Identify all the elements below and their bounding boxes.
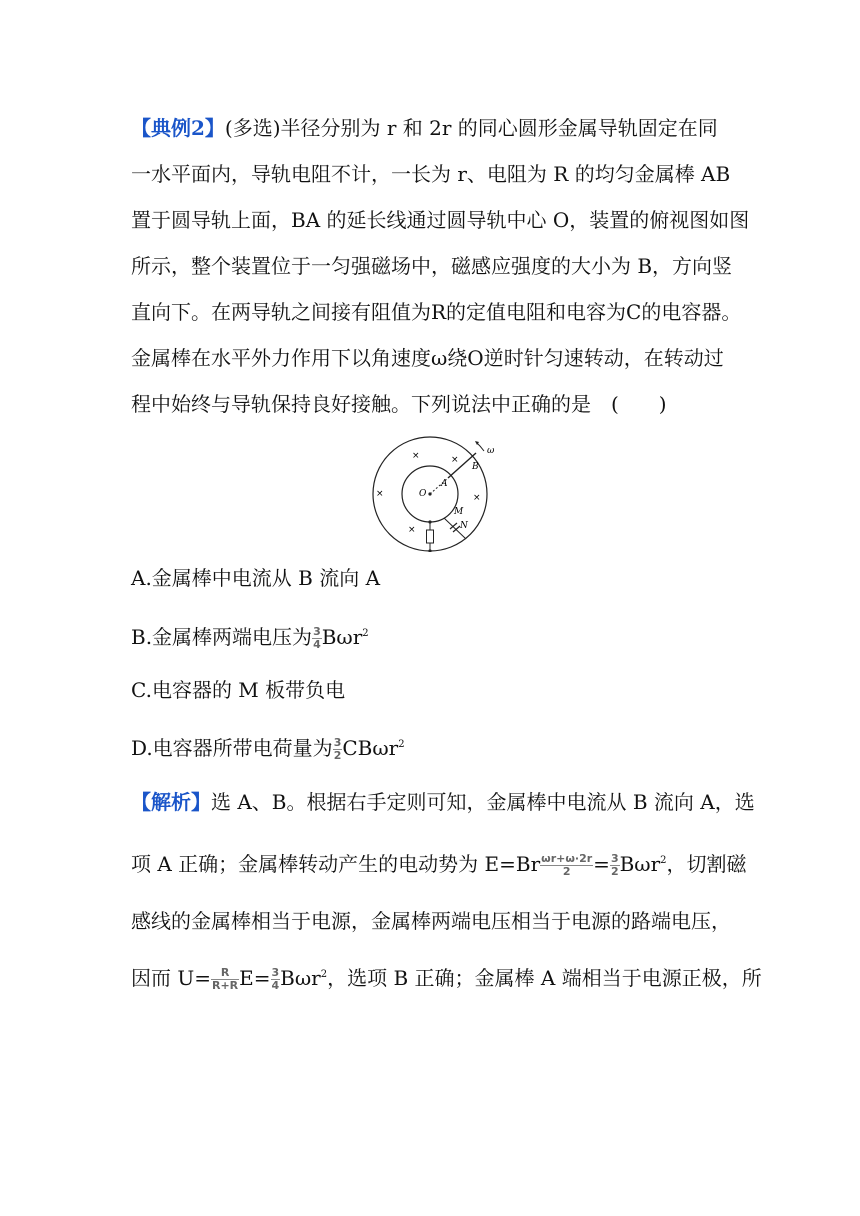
label-omega: ω: [487, 446, 495, 456]
option-b: B.金属棒两端电压为 $\frac{3}{4}$ Bωr$^2$: [131, 625, 369, 651]
emf-result-fraction: $\frac{3}{2}$: [610, 852, 619, 878]
field-cross-1: ×: [412, 451, 420, 461]
field-cross-5: ×: [408, 525, 416, 535]
field-cross-3: ×: [376, 489, 384, 499]
voltage-result-fraction: $\frac{3}{4}$: [271, 966, 280, 992]
option-d: D.电容器所带电荷量为 $\frac{3}{2}$ CBωr$^2$: [131, 736, 405, 762]
emf-fraction: $\frac{\omega r+\omega\cdot 2r}{2}$: [541, 852, 593, 878]
label-o: O: [419, 489, 427, 499]
label-n: N: [460, 521, 468, 531]
question-line-1: 【典例2】(多选)半径分别为 r 和 2r 的同心圆形金属导轨固定在同: [131, 116, 718, 140]
option-b-fraction: $\frac{3}{4}$: [313, 625, 321, 651]
option-a: A.金属棒中电流从 B 流向 A: [131, 566, 381, 590]
resistor-contact-top: [428, 520, 431, 523]
analysis-tag: 【解析】: [131, 790, 211, 814]
analysis-line-2: 项 A 正确；金属棒转动产生的电动势为 E=Br $\frac{\omega r+\omega\cdot 2r}{2}$ = $\frac{3}{2}$ Bωr$^2$，切割磁: [131, 852, 747, 878]
analysis-line-1: 【解析】选 A、B。根据右手定则可知，金属棒中电流从 B 流向 A，选: [131, 790, 755, 814]
question-line-5: 直向下。在两导轨之间接有阻值为R的定值电阻和电容为C的电容器。: [131, 300, 742, 324]
center-point: [428, 492, 431, 495]
question-line-2: 一水平面内，导轨电阻不计，一长为 r、电阻为 R 的均匀金属棒 AB: [131, 162, 731, 186]
label-a: A: [441, 479, 448, 489]
analysis-line-3: 感线的金属棒相当于电源，金属棒两端电压相当于电源的路端电压，: [131, 909, 731, 933]
question-line-3: 置于圆导轨上面，BA 的延长线通过圆导轨中心 O，装置的俯视图如图: [131, 208, 750, 232]
analysis-line-4: 因而 U= $\frac{R}{R+R}$ E= $\frac{3}{4}$ Bωr$^2$，选项 B 正确；金属棒 A 端相当于电源正极，所: [131, 966, 762, 992]
field-cross-4: ×: [473, 493, 481, 503]
resistor-contact-bottom: [428, 549, 431, 552]
resistor-symbol: [427, 530, 434, 543]
voltage-ratio-fraction: $\frac{R}{R+R}$: [211, 966, 239, 992]
label-b: B: [472, 462, 479, 472]
concentric-rails-figure: [368, 436, 498, 552]
option-c: C.电容器的 M 板带负电: [131, 678, 346, 702]
option-d-fraction: $\frac{3}{2}$: [333, 736, 342, 762]
label-m: M: [454, 507, 464, 517]
capacitor-plate-m: [450, 523, 457, 529]
question-line-4: 所示，整个装置位于一匀强磁场中，磁感应强度的大小为 B，方向竖: [131, 254, 733, 278]
example-tag: 【典例2】: [131, 116, 225, 140]
question-line-6: 金属棒在水平外力作用下以角速度ω绕O逆时针匀速转动，在转动过: [131, 346, 724, 370]
capacitor-plate-n: [453, 526, 460, 532]
field-cross-2: ×: [451, 455, 459, 465]
question-line-7: 程中始终与导轨保持良好接触。下列说法中正确的是 ( ): [131, 392, 667, 416]
